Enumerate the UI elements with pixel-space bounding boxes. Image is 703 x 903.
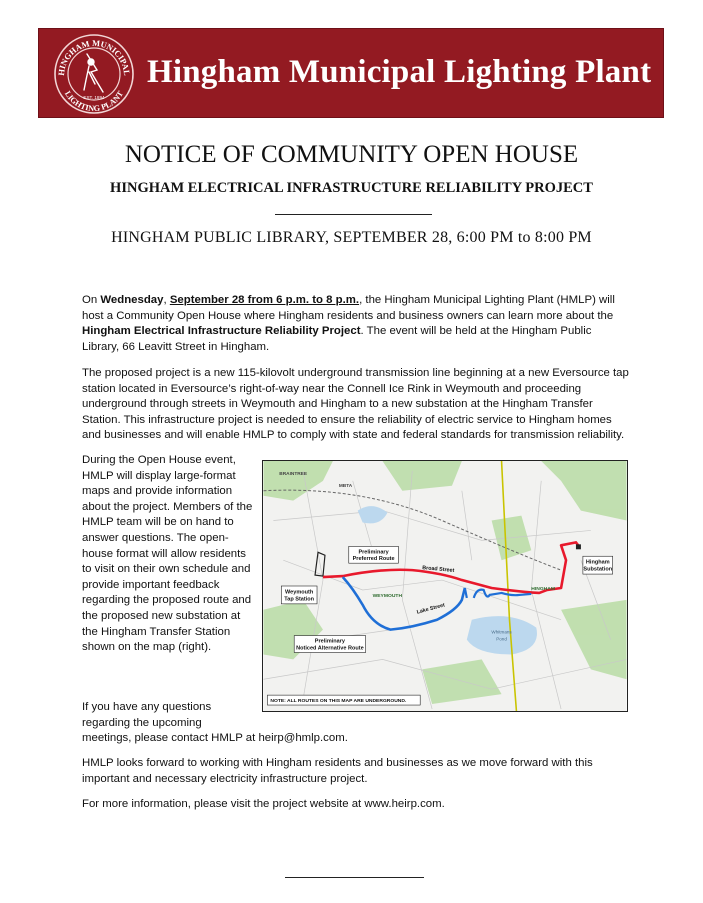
map-label-braintree: BRAINTREE: [279, 471, 308, 477]
header-banner: [38, 28, 664, 118]
svg-text:LIGHTING PLANT: LIGHTING PLANT: [62, 89, 126, 114]
map-label-pond-2: Pond: [496, 636, 507, 642]
map-label-weymouth-town: WEYMOUTH: [372, 593, 403, 599]
map-label-mbta: MBTA: [338, 483, 353, 489]
svg-text:Hingham: Hingham: [585, 559, 610, 566]
svg-text:Weymouth: Weymouth: [285, 589, 314, 596]
title-divider: [275, 214, 432, 215]
substation-marker: [576, 544, 581, 549]
svg-text:HINGHAM MUNICIPAL: HINGHAM MUNICIPAL: [56, 38, 132, 77]
project-subtitle: HINGHAM ELECTRICAL INFRASTRUCTURE RELIABILITY PROJECT: [110, 180, 593, 196]
map-label-preferred-route: [349, 546, 399, 563]
hmlp-seal-logo: [51, 32, 137, 116]
event-location-line: HINGHAM PUBLIC LIBRARY, SEPTEMBER 28, 6:00 PM to 8:00 PM: [111, 229, 592, 246]
map-label-broad-street: Broad Street: [422, 565, 455, 574]
map-label-hingham-town: HINGHAM: [531, 586, 555, 592]
route-map: [262, 460, 628, 712]
event-datetime: September 28 from 6 p.m. to 8 p.m.: [169, 294, 360, 306]
svg-text:Tap Station: Tap Station: [284, 596, 315, 603]
map-label-pond-1: Whitmans: [491, 629, 512, 635]
contact-paragraph-start: If you have any questions regarding the upcoming: [82, 701, 212, 729]
closing-paragraph: HMLP looks forward to working with Hingham residents and businesses as we move forward with this important and necessary electricity infrastructure project.: [82, 757, 593, 785]
svg-text:Preliminary: Preliminary: [358, 549, 389, 556]
svg-text:EST. 1894: EST. 1894: [83, 95, 105, 100]
svg-text:Substation: Substation: [583, 566, 613, 573]
open-house-paragraph: During the Open House event, HMLP will display large-format maps and provide information about the project. Members of the HMLP team will be on hand to answer questions. The open-house format will allow residents to visit on their own schedule and provide important feedback regarding the proposed route and the proposed new substation at the Hingham Transfer Station shown on the map (right).: [82, 454, 253, 654]
svg-text:NOTE: ALL ROUTES ON THIS MAP A: NOTE: ALL ROUTES ON THIS MAP ARE UNDERGROUND.: [270, 699, 407, 705]
svg-text:Preferred Route: Preferred Route: [352, 556, 395, 563]
map-label-lake-street: Lake Street: [416, 602, 446, 616]
map-label-substation: [583, 556, 613, 574]
event-day: Wednesday: [100, 294, 164, 306]
contact-paragraph-end: meetings, please contact HMLP at heirp@hmlp.com.: [82, 732, 348, 744]
website-paragraph: For more information, please visit the project website at www.heirp.com.: [82, 798, 445, 810]
svg-text:Preliminary: Preliminary: [314, 638, 346, 645]
lightning-figure-icon: [84, 54, 103, 92]
map-note: [267, 695, 420, 705]
map-label-weymouth-tap: [281, 586, 317, 604]
project-description-paragraph: The proposed project is a new 115-kilovolt underground transmission line beginning at a new Eversource tap station located in Eversource’s right-of-way near the Connell Ice Rink in Weymouth and proceeding underground through streets in Weymouth and Hingham to a new substation at the Hingham Transfer Station. This infrastructure project is needed to ensure the reliability of electric service to Hingham homes and businesses and will enable HMLP to comply with state and federal standards for transmission reliability.: [82, 367, 629, 442]
banner-title: Hingham Municipal Lighting Plant: [147, 54, 652, 90]
map-label-alternative-route: [294, 636, 365, 653]
footer-divider: [285, 877, 424, 878]
svg-text:Noticed Alternative Route: Noticed Alternative Route: [296, 645, 364, 652]
intro-paragraph: On Wednesday, September 28 from 6 p.m. to 8 p.m., the Hingham Municipal Lighting Plant (HMLP) will host a Community Open House where Hingham residents and business owners can learn more about the Hingham Electrical Infrastructure Reliability Project. The event will be held at the Hingham Public Library, 66 Leavitt Street in Hingham.: [82, 294, 615, 353]
project-name: Hingham Electrical Infrastructure Reliability Project: [82, 325, 361, 338]
notice-title: NOTICE OF COMMUNITY OPEN HOUSE: [124, 141, 579, 168]
